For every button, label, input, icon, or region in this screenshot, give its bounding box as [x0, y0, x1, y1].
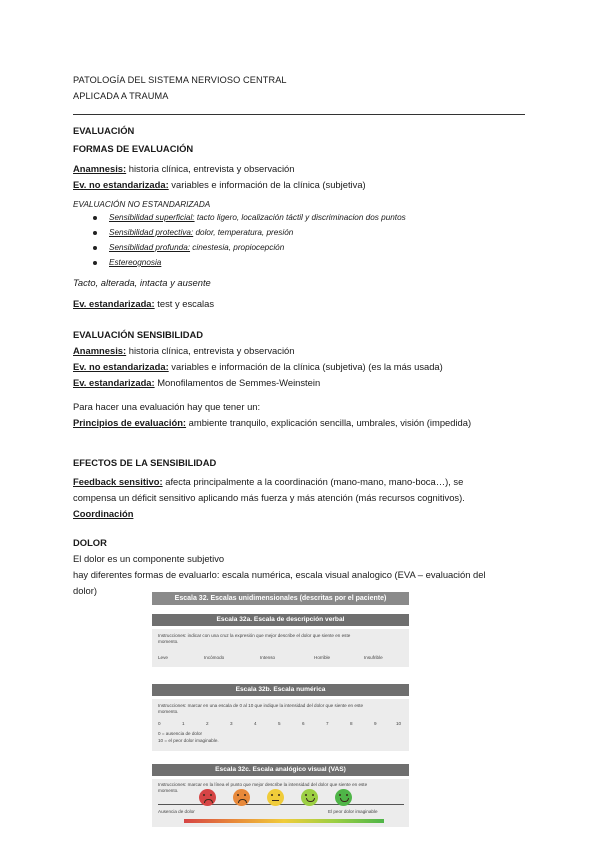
- list-item: [109, 242, 284, 254]
- term-ev-no-estandarizada: Ev. no estandarizada:: [73, 179, 169, 190]
- scale-c-title: Escala 32c. Escala analógico visual (VAS): [152, 764, 409, 776]
- term-ev-estandarizada: Ev. estandarizada:: [73, 298, 155, 309]
- line-sens-anamnesis: [73, 345, 294, 357]
- face-happy-icon: [335, 789, 352, 806]
- list-item-text: cinestesia, propiocepción: [190, 243, 285, 252]
- scale-c-left-label: Ausencia de dolor: [158, 809, 195, 814]
- scale-b-box: [152, 699, 409, 751]
- line-ev-estandarizada: [73, 298, 214, 310]
- list-item-text: tacto ligero, localización táctil y discriminacion dos puntos: [194, 213, 406, 222]
- bullet-dot: [93, 231, 97, 235]
- line-feedback-cont: compensa un déficit sensitivo aplicando más fuerza y más atención (más recursos cognitivos).: [73, 492, 465, 503]
- list-item-label: Sensibilidad profunda:: [109, 243, 191, 252]
- figure-main-title: Escala 32. Escalas unidimensionales (descritas por el paciente): [152, 592, 409, 605]
- scale-a-instructions-cont: momento.: [158, 639, 179, 644]
- pain-scales-figure: [152, 589, 409, 829]
- term-anamnesis: Anamnesis:: [73, 163, 127, 174]
- scale-b-number: 9: [374, 721, 377, 726]
- line-feedback: [73, 476, 463, 488]
- scale-b-number: 4: [254, 721, 257, 726]
- list-item-label: Sensibilidad protectiva:: [109, 228, 194, 237]
- scale-b-number: 2: [206, 721, 209, 726]
- scale-a-option: Intenso: [260, 655, 276, 660]
- scale-b-legend-10: 10 = el peor dolor imaginable.: [158, 738, 219, 743]
- line-principios: [73, 417, 471, 429]
- scale-a-title: Escala 32a. Escala de descripción verbal: [152, 614, 409, 626]
- scale-a-option: Incómodo: [204, 655, 225, 660]
- scale-b-title: Escala 32b. Escala numérica: [152, 684, 409, 696]
- bullet-dot: [93, 216, 97, 220]
- list-item-label: Sensibilidad superficial:: [109, 213, 195, 222]
- scale-c-instructions: Instrucciones: marcar en la línea el punto que mejor describe la intensidad del dolor que siente en este: [158, 782, 368, 787]
- section-title-evaluacion: EVALUACIÓN: [73, 125, 135, 136]
- def-anamnesis: historia clínica, entrevista y observación: [126, 163, 295, 174]
- scale-b-instructions-cont: momento.: [158, 709, 179, 714]
- header-divider: [73, 114, 525, 115]
- line-sens-estandarizada: [73, 377, 320, 389]
- line-sens-no-estandarizada: [73, 361, 443, 373]
- list-item: [109, 257, 161, 269]
- list-item: [109, 227, 293, 239]
- scale-a-option: Horrible: [314, 655, 331, 660]
- scale-c-instructions-cont: momento.: [158, 788, 179, 793]
- line-dolor-3: dolor): [73, 585, 97, 596]
- scale-b-number: 7: [326, 721, 329, 726]
- line-ev-no-estandarizada: [73, 179, 366, 191]
- section-title-dolor: DOLOR: [73, 537, 107, 548]
- scale-b-number: 3: [230, 721, 233, 726]
- def-anamnesis: historia clínica, entrevista y observación: [126, 345, 295, 356]
- section-title-efectos: EFECTOS DE LA SENSIBILIDAD: [73, 457, 217, 468]
- def-ev-estandarizada: Monofilamentos de Semmes-Weinstein: [154, 377, 321, 388]
- list-item-text: dolor, temperatura, presión: [193, 228, 294, 237]
- scale-b-legend-0: 0 = ausencia de dolor: [158, 731, 203, 736]
- vas-line: [158, 804, 404, 805]
- bullet-dot: [93, 246, 97, 250]
- scale-c-right-label: El peor dolor imaginable: [328, 809, 378, 814]
- scale-a-option: Insufrible: [364, 655, 383, 660]
- scale-b-number: 0: [158, 721, 161, 726]
- line-anamnesis: [73, 163, 294, 175]
- face-smile-icon: [301, 789, 318, 806]
- scale-a-instructions: Instrucciones: indicar con una cruz la expresión que mejor describe el dolor que siente en este: [158, 633, 351, 638]
- heading-no-estandarizada: EVALUACIÓN NO ESTANDARIZADA: [73, 200, 211, 209]
- line-dolor-1: El dolor es un componente subjetivo: [73, 553, 225, 564]
- def-ev-estandarizada: test y escalas: [154, 298, 215, 309]
- vas-color-gradient: [184, 819, 384, 823]
- list-item: [109, 212, 406, 224]
- face-crying-icon: [199, 789, 216, 806]
- bullet-dot: [93, 261, 97, 265]
- line-tacto: Tacto, alterada, intacta y ausente: [73, 277, 211, 288]
- scale-b-number: 10: [396, 721, 402, 726]
- doc-title-line2: APLICADA A TRAUMA: [73, 91, 169, 101]
- term-principios: Principios de evaluación:: [73, 417, 187, 428]
- face-sad-icon: [233, 789, 250, 806]
- section-title-sensibilidad: EVALUACIÓN SENSIBILIDAD: [73, 329, 204, 340]
- def-feedback: afecta principalmente a la coordinación (mano-mano, mano-boca…), se: [162, 476, 464, 487]
- term-anamnesis: Anamnesis:: [73, 345, 127, 356]
- line-dolor-2: hay diferentes formas de evaluarlo: escala numérica, escala visual analogico (EVA – evaluación del: [73, 569, 486, 580]
- term-ev-estandarizada: Ev. estandarizada:: [73, 377, 155, 388]
- doc-title-line1: PATOLOGÍA DEL SISTEMA NERVIOSO CENTRAL: [73, 75, 287, 85]
- term-feedback: Feedback sensitivo:: [73, 476, 163, 487]
- subsection-title-formas: FORMAS DE EVALUACIÓN: [73, 143, 194, 154]
- list-item-label: Estereognosia: [109, 258, 162, 267]
- scale-b-number: 5: [278, 721, 281, 726]
- scale-a-option: Leve: [158, 655, 168, 660]
- scale-b-number: 1: [182, 721, 185, 726]
- line-para-evaluacion: Para hacer una evaluación hay que tener un:: [73, 401, 261, 412]
- def-ev-no-estandarizada: variables e información de la clínica (subjetiva) (es la más usada): [168, 361, 443, 372]
- scale-a-box: [152, 629, 409, 667]
- scale-b-instructions: Instrucciones: marcar en una escala de 0 al 10 que indique la intensidad del dolor que siente en este: [158, 703, 364, 708]
- def-ev-no-estandarizada: variables e información de la clínica (subjetiva): [168, 179, 366, 190]
- scale-b-number: 6: [302, 721, 305, 726]
- def-principios: ambiente tranquilo, explicación sencilla, umbrales, visión (impedida): [186, 417, 472, 428]
- term-ev-no-estandarizada: Ev. no estandarizada:: [73, 361, 169, 372]
- scale-b-number: 8: [350, 721, 353, 726]
- face-neutral-icon: [267, 789, 284, 806]
- term-coordinacion: Coordinación: [73, 508, 134, 519]
